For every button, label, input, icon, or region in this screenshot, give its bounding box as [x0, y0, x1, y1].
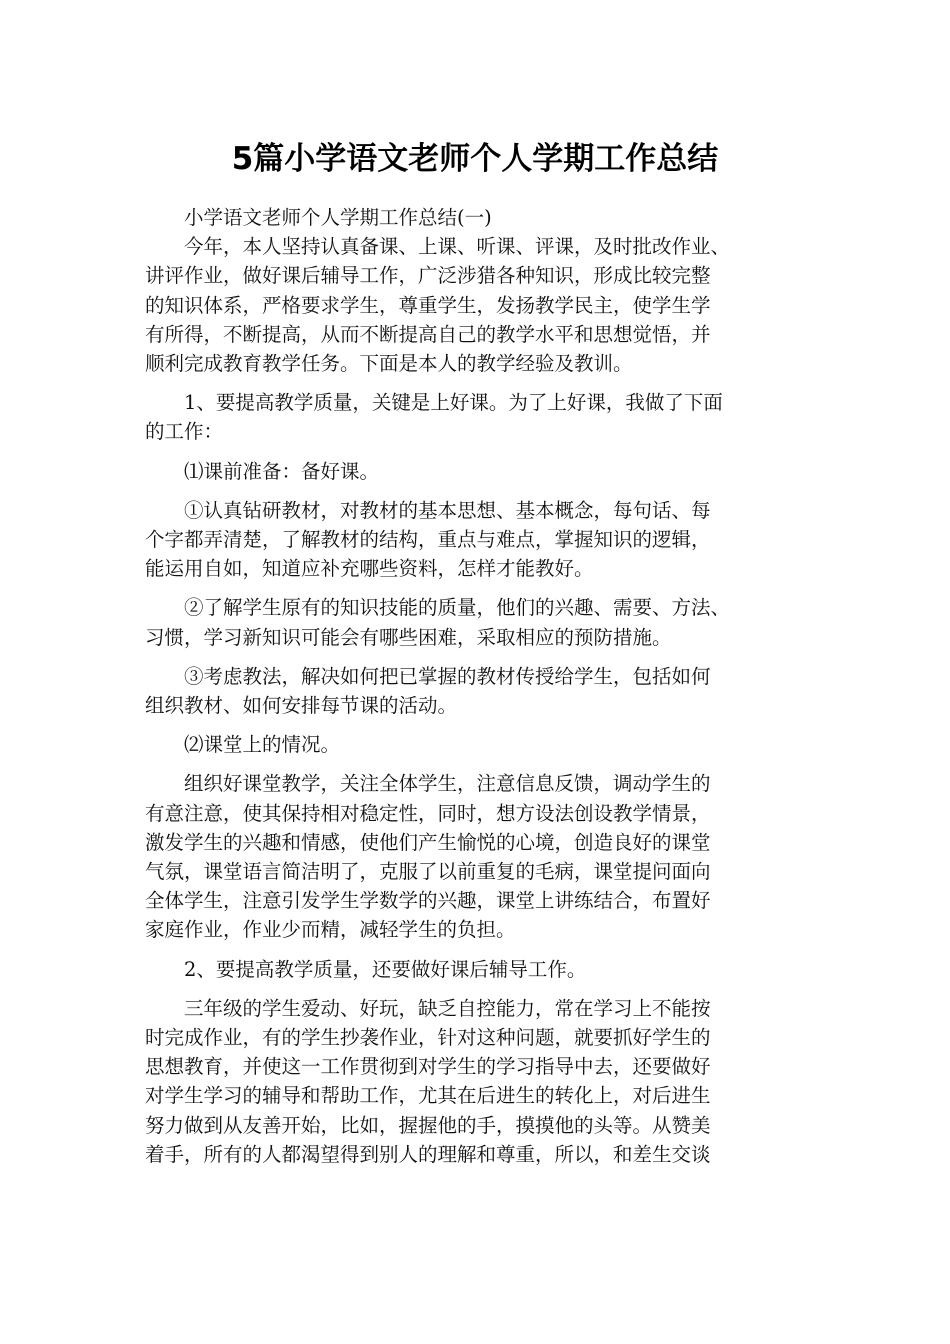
paragraph-item-2 — [145, 593, 825, 651]
text-line: 1、要提高教学质量，关键是上好课。为了上好课，我做了下面 — [184, 391, 723, 415]
text-line: 的知识体系，严格要求学生，尊重学生，发扬教学民主，使学生学 — [145, 293, 711, 317]
text-line: ⑵课堂上的情况。 — [184, 733, 341, 757]
paragraph-sub-1 — [145, 457, 825, 486]
text-line: ①认真钻研教材，对教材的基本思想、基本概念，每句话、每 — [184, 498, 711, 522]
text-line: 能运用自如，知道应补充哪些资料，怎样才能教好。 — [145, 557, 594, 581]
text-line: 习惯，学习新知识可能会有哪些困难，采取相应的预防措施。 — [145, 625, 672, 649]
text-line: 个字都弄清楚，了解教材的结构，重点与难点，掌握知识的逻辑， — [145, 528, 711, 552]
text-line: 全体学生，注意引发学生学数学的兴趣，课堂上讲练结合，布置好 — [145, 889, 711, 913]
text-line: 组织好课堂教学，关注全体学生，注意信息反馈，调动学生的 — [184, 772, 711, 796]
paragraph-point-1 — [145, 388, 825, 446]
paragraph-point-2 — [145, 955, 825, 984]
text-line: 2、要提高教学质量，还要做好课后辅导工作。 — [184, 957, 587, 981]
text-line: ②了解学生原有的知识技能的质量，他们的兴趣、需要、方法、 — [184, 596, 731, 620]
text-line: 时完成作业，有的学生抄袭作业，针对这种问题，就要抓好学生的 — [145, 1026, 711, 1050]
paragraph-item-1 — [145, 496, 825, 584]
text-line: ⑴课前准备：备好课。 — [184, 459, 380, 483]
text-line: 顺利完成教育教学任务。下面是本人的教学经验及教训。 — [145, 352, 633, 376]
text-line: 小学语文老师个人学期工作总结(一) — [184, 206, 492, 229]
text-line: 讲评作业，做好课后辅导工作，广泛涉猎各种知识，形成比较完整 — [145, 264, 711, 288]
paragraph-classroom — [145, 769, 825, 944]
document-title: 5篇小学语文老师个人学期工作总结 — [231, 141, 719, 177]
text-line: ③考虑教法，解决如何把已掌握的教材传授给学生，包括如何 — [184, 664, 711, 688]
paragraph-intro — [145, 232, 825, 378]
text-line: 对学生学习的辅导和帮助工作，尤其在后进生的转化上，对后进生 — [145, 1084, 711, 1108]
text-line: 有所得，不断提高，从而不断提高自己的教学水平和思想觉悟，并 — [145, 322, 711, 346]
text-line: 的工作： — [145, 420, 224, 444]
text-line: 气氛，课堂语言简洁明了，克服了以前重复的毛病，课堂提问面向 — [145, 860, 711, 884]
paragraph-sub-2 — [145, 730, 825, 759]
paragraph-subtitle — [145, 203, 825, 232]
text-line: 思想教育，并使这一工作贯彻到对学生的学习指导中去，还要做好 — [145, 1055, 711, 1079]
text-line: 努力做到从友善开始，比如，握握他的手，摸摸他的头等。从赞美 — [145, 1113, 711, 1137]
text-line: 家庭作业，作业少而精，减轻学生的负担。 — [145, 918, 516, 942]
paragraph-item-3 — [145, 662, 825, 720]
text-line: 着手，所有的人都渴望得到别人的理解和尊重，所以，和差生交谈 — [145, 1142, 711, 1166]
paragraph-tutoring — [145, 994, 825, 1169]
text-line: 组织教材、如何安排每节课的活动。 — [145, 694, 458, 718]
text-line: 今年，本人坚持认真备课、上课、听课、评课，及时批改作业、 — [184, 235, 731, 259]
document-body — [145, 203, 825, 1169]
text-line: 有意注意，使其保持相对稳定性，同时，想方设法创设教学情景， — [145, 801, 711, 825]
text-line: 三年级的学生爱动、好玩，缺乏自控能力，常在学习上不能按 — [184, 996, 711, 1020]
text-line: 激发学生的兴趣和情感，使他们产生愉悦的心境，创造良好的课堂 — [145, 830, 711, 854]
